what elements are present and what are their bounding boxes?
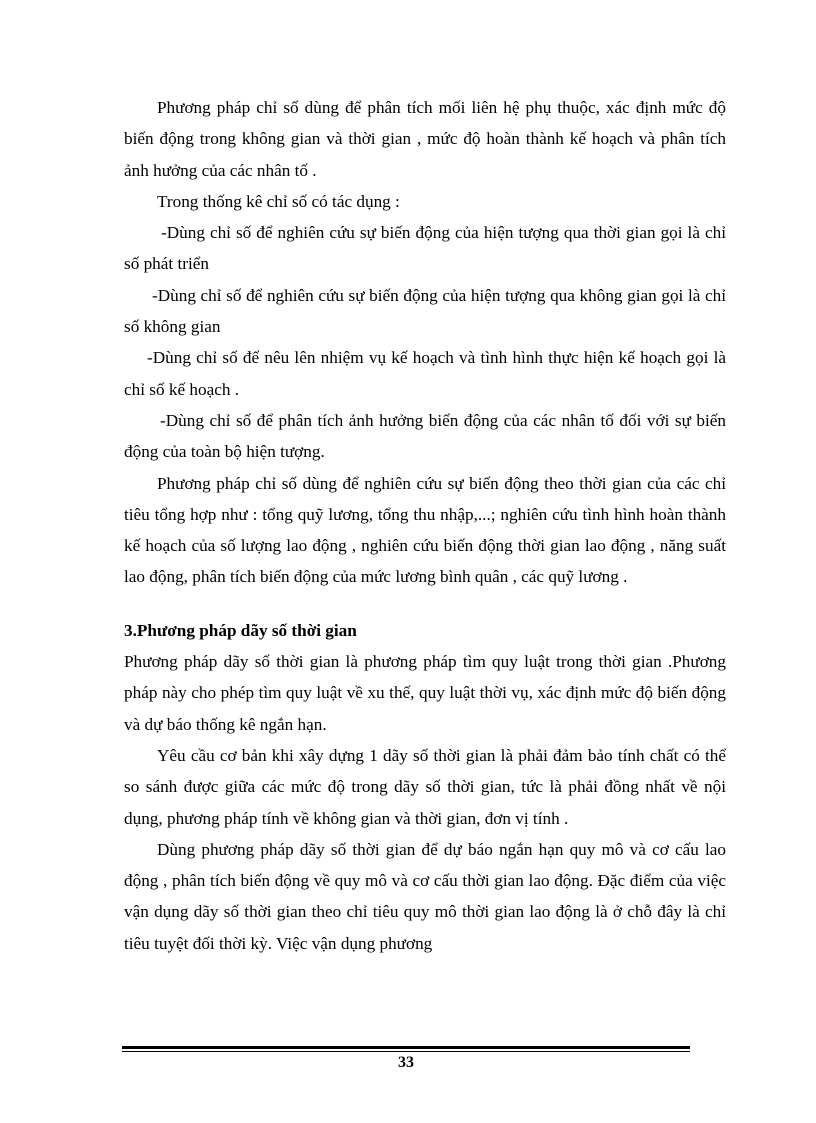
footer-thin-rule [122, 1051, 690, 1052]
footer-thick-rule [122, 1046, 690, 1049]
body-text [124, 92, 726, 959]
paragraph-plan-index: -Dùng chỉ số để nêu lên nhiệm vụ kế hoạch và tình hình thực hiện kế hoạch gọi là chỉ số kế hoạch . [124, 348, 726, 399]
page-number: 33 [398, 1054, 414, 1071]
paragraph-development-index: -Dùng chỉ số để nghiên cứu sự biến động của hiện tượng qua thời gian gọi là chỉ số phát triển [124, 223, 726, 274]
paragraph-spatial-index: -Dùng chỉ số để nghiên cứu sự biến động của hiện tượng qua không gian gọi là chỉ số không gian [124, 285, 726, 337]
paragraph-index-uses-intro: Trong thống kê chỉ số có tác dụng : [157, 191, 400, 211]
paragraph-index-method: Phương pháp chỉ số dùng để phân tích mối liên hệ phụ thuộc, xác định mức độ biến động trong không gian và thời gian , mức độ hoàn thành kế hoạch và phân tích ảnh hưởng của các nhân tố . [124, 98, 726, 180]
paragraph-time-series-application: Dùng phương pháp dãy số thời gian để dự báo ngắn hạn quy mô và cơ cấu lao động , phân tích biến động về quy mô và cơ cấu thời gian lao động. Đặc điểm của việc vận dụng dãy số thời gian theo chỉ tiêu quy mô thời gian lao động là ở chỗ đây là chỉ tiêu tuyệt đối thời kỳ. Việc vận dụng phương [124, 839, 726, 953]
paragraph-time-series-definition: Phương pháp dãy số thời gian là phương pháp tìm quy luật trong thời gian .Phương pháp này cho phép tìm quy luật về xu thế, quy luật thời vụ, xác định mức độ biến động và dự báo thống kê ngắn hạn. [124, 652, 726, 734]
paragraph-labor-analysis: Phương pháp chỉ số dùng để nghiên cứu sự biến động theo thời gian của các chỉ tiêu tổng hợp như : tổng quỹ lương, tổng thu nhập,...; nghiên cứu tình hình hoàn thành kế hoạch của số lượng lao động , nghiên cứu biến động thời gian lao động , năng suất lao động, phân tích biến động của mức lương bình quân , các quỹ lương . [124, 473, 726, 587]
footer-divider [122, 1046, 690, 1052]
paragraph-factor-analysis: -Dùng chỉ số để phân tích ảnh hưởng biến động của các nhân tố đối với sự biến động của toàn bộ hiện tượng. [124, 410, 726, 462]
paragraph-time-series-requirements: Yêu cầu cơ bản khi xây dựng 1 dãy số thời gian là phải đảm bảo tính chất có thể so sánh được giữa các mức độ trong dãy số thời gian, tức là phải đồng nhất về nội dụng, phương pháp tính về không gian và thời gian, đơn vị tính . [124, 745, 726, 828]
section-heading: 3.Phương pháp dãy số thời gian [124, 620, 357, 640]
